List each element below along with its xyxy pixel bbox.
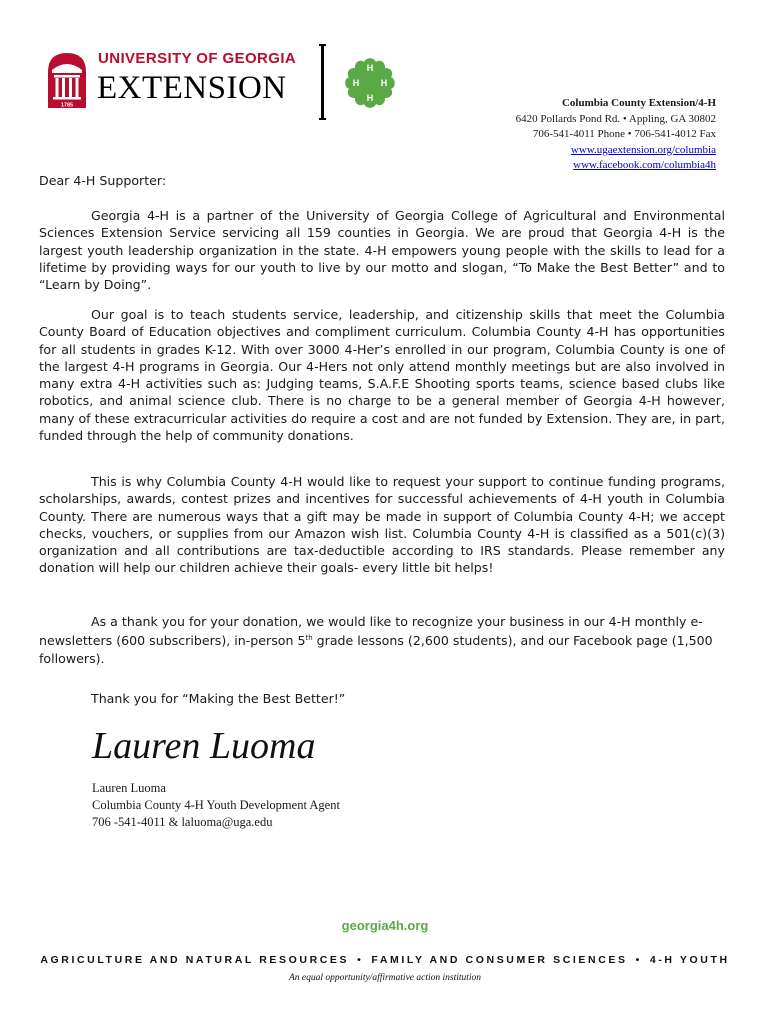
4h-clover-icon — [341, 54, 399, 112]
ordinal-suffix: th — [305, 634, 313, 643]
program-area-4h: 4-H YOUTH — [649, 954, 730, 966]
separator-dot: • — [635, 954, 642, 966]
logo-divider — [321, 44, 324, 120]
uga-wordmark: UNIVERSITY OF GEORGIA — [98, 50, 297, 67]
program-areas — [0, 954, 770, 966]
svg-text:H: H — [366, 63, 374, 73]
closing-line: Thank you for “Making the Best Better!” — [91, 691, 346, 706]
paragraph-4 — [39, 613, 725, 667]
handwritten-signature: Lauren Luoma — [92, 725, 316, 767]
signer-title: Columbia County 4-H Youth Development Agent — [92, 798, 340, 812]
program-area-anr: AGRICULTURE AND NATURAL RESOURCES — [40, 954, 350, 966]
paragraph-4-text-a: As a thank you for your donation, we would like to recognize your business in our 4-H monthly e-newsletters (600 subscribers), in-person 5 — [39, 614, 703, 649]
svg-text:H: H — [366, 93, 374, 103]
phone-fax: 706-541-4011 Phone • 706-541-4012 Fax — [532, 128, 716, 140]
arch-year-text: 1785 — [60, 102, 74, 109]
street-address: 6420 Pollards Pond Rd. • Appling, GA 30802 — [515, 112, 716, 125]
svg-text:H: H — [352, 78, 360, 88]
paragraph-1: Georgia 4-H is a partner of the University of Georgia College of Agricultural and Environmental Sciences Extension Service servicing all 159 counties in Georgia. We are proud that Georgia 4-H is the largest youth leadership organization in the state. 4-H empowers young people with the skills to lead for a lifetime by providing ways for our youth to live by our motto and slogan, “To Make the Best Better” and to “Learn by Doing”. — [39, 208, 725, 293]
signer-name: Lauren Luoma — [92, 781, 166, 795]
svg-text:H: H — [380, 78, 388, 88]
uga-extension-logo — [42, 48, 312, 114]
signature-block — [92, 780, 340, 831]
separator-dot: • — [357, 954, 364, 966]
uga-arch-icon — [46, 50, 88, 110]
address-block — [516, 96, 716, 174]
facebook-link[interactable]: www.facebook.com/columbia4h — [573, 159, 716, 171]
eeo-statement: An equal opportunity/affirmative action institution — [288, 973, 482, 983]
paragraph-3: This is why Columbia County 4-H would like to request your support to continue funding programs, scholarships, awards, contest prizes and incentives for successful achievements of 4-H youth in Columbia County. There are numerous ways that a gift may be made in support of Columbia County 4-H; we accept checks, vouchers, or supplies from our Amazon wish list. Columbia County 4-H is classified as a 501(c)(3) organization and all contributions are tax-deductible according to IRS standards. Please remember any donation will help our children achieve their goals- every little bit helps! — [39, 474, 725, 576]
footer-website[interactable]: georgia4h.org — [341, 918, 429, 933]
website-link[interactable]: www.ugaextension.org/columbia — [570, 143, 716, 156]
office-name: Columbia County Extension/4-H — [561, 97, 716, 109]
paragraph-2: Our goal is to teach students service, leadership, and citizenship skills that meet the Columbia County Board of Education objectives and compliment curriculum. Columbia County 4-H has opportunities for all students in grades K-12. With over 3000 4-Her’s enrolled in our program, Columbia County is one of the largest 4-H programs in Georgia. Our 4-Hers not only attend monthly meetings but are also involved in many extra 4-H activities such as: Judging teams, S.A.F.E Shooting sports teams, science based clubs like robotics, and animal science club. There is no charge to be a general member of Georgia 4-H however, many of these extracurricular activities do require a cost and are not funded by Extension. They are, in part, funded through the help of community donations. — [39, 307, 725, 444]
paragraph-4-text-b: grade lessons (2,600 students), and our Facebook page (1,500 followers). — [39, 633, 713, 666]
program-area-fcs: FAMILY AND CONSUMER SCIENCES — [371, 954, 628, 966]
signer-contact: 706 -541-4011 & laluoma@uga.edu — [92, 815, 273, 829]
extension-wordmark: EXTENSION — [97, 70, 287, 106]
salutation: Dear 4-H Supporter: — [39, 173, 167, 188]
